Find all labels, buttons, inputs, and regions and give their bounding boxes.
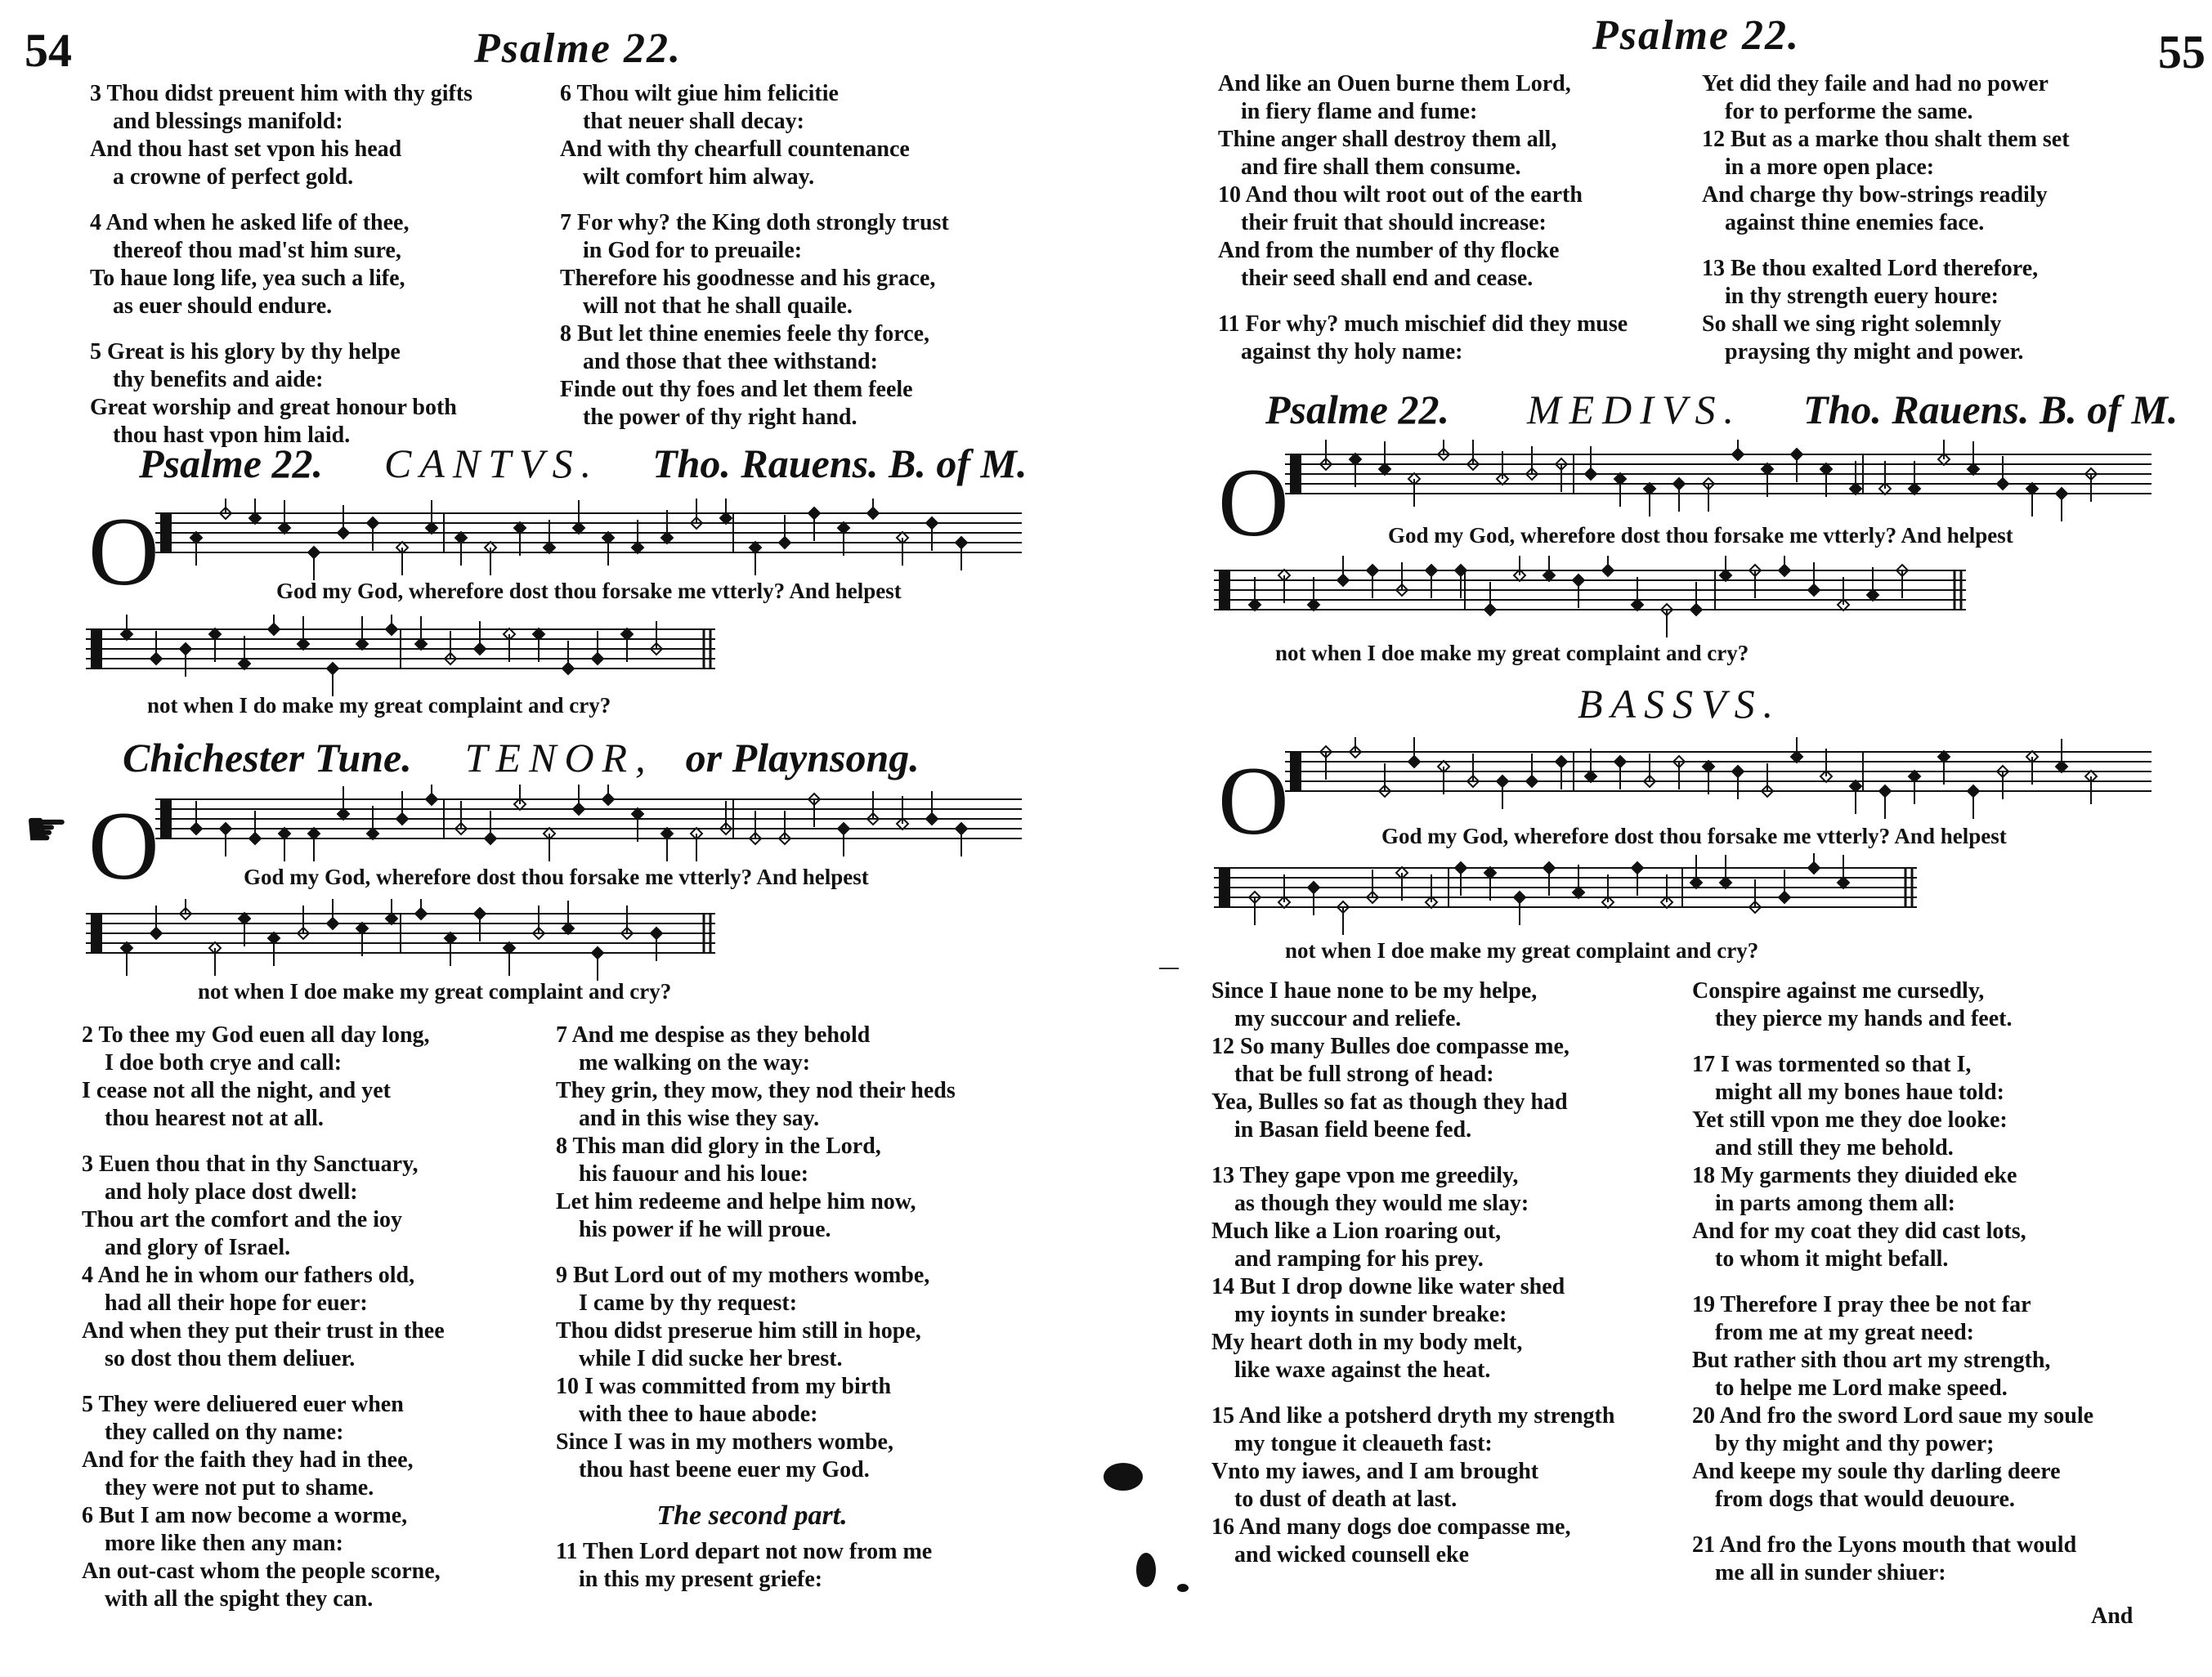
clef-mark (1290, 454, 1301, 494)
voice-label: BASSVS. (1578, 681, 1782, 727)
stanza (90, 209, 548, 320)
verse-line: Great worship and great honour both (90, 395, 457, 420)
verse-line: I came by thy request: (579, 1290, 798, 1316)
verse-line: to whom it might befall. (1715, 1246, 1949, 1272)
verse-line: my tongue it cleaueth fast: (1234, 1431, 1493, 1456)
bassus-staff-2 (1214, 853, 1917, 935)
text-column-right-top (560, 80, 1018, 449)
verse-line: so dost thou them deliuer. (105, 1346, 356, 1371)
medius-lyric-1: God my God, wherefore dost thou forsake me vtterly? And helpest (1388, 523, 2013, 548)
verse-line: 20 And fro the sword Lord saue my soule (1692, 1403, 2094, 1429)
verse-line: praysing thy might and power. (1725, 339, 2024, 364)
text-column-right-bottom (556, 1022, 1046, 1594)
verse-line: 15 And like a potsherd dryth my strength (1211, 1403, 1615, 1429)
verse-line: 13 They gape vpon me greedily, (1211, 1163, 1519, 1188)
verse-line: as though they would me slay: (1234, 1191, 1529, 1216)
cantus-lyric-1: God my God, wherefore dost thou forsake me vtterly? And helpest (276, 579, 902, 603)
verse-line: that neuer shall decay: (583, 109, 804, 134)
verse-line: more like then any man: (105, 1531, 343, 1556)
medius-staff-1 (1285, 440, 2152, 530)
stanza (556, 1022, 1046, 1244)
verse-line: for to performe the same. (1725, 99, 1973, 124)
catchword: And (2091, 1603, 2134, 1629)
verse-line: had all their hope for euer: (105, 1290, 368, 1316)
verse-line: Since I was in my mothers wombe, (556, 1429, 893, 1455)
verse-line: 21 And fro the Lyons mouth that would (1692, 1532, 2077, 1558)
stanza (560, 209, 1018, 432)
verse-line: with thee to haue abode: (579, 1402, 818, 1427)
verse-line: with all the spight they can. (105, 1586, 374, 1612)
verse-line: 4 And he in whom our fathers old, (82, 1263, 415, 1288)
clef-mark (160, 513, 172, 552)
verse-line: his fauour and his loue: (579, 1161, 809, 1187)
text-column-left-bottom (82, 1022, 556, 1631)
stanza (82, 1151, 556, 1373)
verse-line: my succour and reliefe. (1234, 1006, 1462, 1031)
composer-label: Tho. Rauens. B. of M. (1802, 387, 2178, 432)
clef-mark (91, 914, 102, 953)
verse-line: and still they me behold. (1715, 1135, 1954, 1160)
verse-line: To haue long life, yea such a life, (90, 266, 405, 291)
verse-line: in fiery flame and fume: (1241, 99, 1478, 124)
verse-line: And charge thy bow-strings readily (1702, 182, 2048, 208)
verse-line: 7 For why? the King doth strongly trust (560, 210, 949, 235)
verse-line: 19 Therefore I pray thee be not far (1692, 1292, 2031, 1317)
verse-line: in Basan field beene fed. (1234, 1117, 1472, 1143)
clef-mark (91, 629, 102, 669)
verse-line: 18 My garments they diuided eke (1692, 1163, 2017, 1188)
tenor-staff-2 (86, 899, 715, 981)
initial-letter: O (1218, 746, 1289, 855)
voice-label: MEDIVS. (1526, 387, 1742, 432)
verse-line: they called on thy name: (105, 1420, 344, 1445)
verse-line: Much like a Lion roaring out, (1211, 1219, 1502, 1244)
verse-line: thy benefits and aide: (113, 367, 324, 392)
verse-line: And keepe my soule thy darling deere (1692, 1459, 2061, 1484)
stanza (90, 80, 548, 191)
verse-line: 3 Thou didst preuent him with thy gifts (90, 81, 473, 106)
ink-blot (1177, 1584, 1189, 1592)
verse-line: 12 But as a marke thou shalt them set (1702, 127, 2070, 152)
verse-line: An out-cast whom the people scorne, (82, 1558, 441, 1584)
text-column-right-bottom (1692, 977, 2183, 1605)
verse-line: the power of thy right hand. (583, 405, 857, 430)
bassus-lyric-2: not when I doe make my great complaint and cry? (1285, 938, 1759, 963)
pointing-hand-icon: ☛ (25, 803, 69, 856)
ink-blot (1104, 1463, 1143, 1491)
verse-line: and in this wise they say. (579, 1106, 820, 1131)
verse-line: So shall we sing right solemnly (1702, 311, 2002, 337)
verse-line: Yea, Bulles so fat as though they had (1211, 1089, 1568, 1115)
stanza (1218, 70, 1692, 293)
verse-line: that be full strong of head: (1234, 1062, 1494, 1087)
cantus-staff-1 (155, 499, 1022, 588)
bassus-lyric-1: God my God, wherefore dost thou forsake me vtterly? And helpest (1381, 824, 2007, 848)
verse-line: in parts among them all: (1715, 1191, 1955, 1216)
verse-line: like waxe against the heat. (1234, 1357, 1491, 1383)
stanza (556, 1262, 1046, 1484)
verse-line: Conspire against me cursedly, (1692, 978, 1985, 1004)
verse-line: a crowne of perfect gold. (113, 164, 354, 190)
initial-letter: O (88, 791, 159, 900)
verse-line: and wicked counsell eke (1234, 1542, 1470, 1567)
text-column-left-bottom (1211, 977, 1686, 1587)
verse-line: Thou didst preserue him still in hope, (556, 1318, 921, 1344)
verse-line: in God for to preuaile: (583, 238, 803, 263)
verse-line: 11 Then Lord depart not now from me (556, 1539, 933, 1564)
verse-line: in thy strength euery houre: (1725, 284, 1999, 309)
verse-line: thou hast beene euer my God. (579, 1457, 870, 1482)
verse-line: And like an Ouen burne them Lord, (1218, 71, 1571, 96)
verse-line: and blessings manifold: (113, 109, 343, 134)
verse-line: and glory of Israel. (105, 1235, 291, 1260)
verse-line: in a more open place: (1725, 154, 1935, 180)
verse-line: Yet still vpon me they doe looke: (1692, 1107, 2008, 1133)
verse-line: thou hast vpon him laid. (113, 423, 351, 448)
stanza (82, 1022, 556, 1133)
page-number: 55 (2158, 25, 2205, 78)
stanza (1702, 70, 2192, 237)
tune-label: Chichester Tune. (123, 735, 412, 780)
page-number: 54 (25, 24, 72, 77)
clef-mark (1219, 868, 1230, 907)
verse-line: 6 Thou wilt giue him felicitie (560, 81, 839, 106)
verse-line: his power if he will proue. (579, 1217, 831, 1242)
clef-mark (1219, 570, 1230, 610)
verse-line: and ramping for his prey. (1234, 1246, 1484, 1272)
verse-line: will not that he shall quaile. (583, 293, 853, 319)
verse-line: Yet did they faile and had no power (1702, 71, 2049, 96)
verse-line: 5 They were deliuered euer when (82, 1392, 404, 1417)
stanza (90, 338, 548, 449)
text-column-right-top (1702, 70, 2192, 384)
stanza (1218, 311, 1692, 366)
verse-line: 9 But Lord out of my mothers wombe, (556, 1263, 930, 1288)
verse-line: And from the number of thy flocke (1218, 238, 1560, 263)
composer-label: Tho. Rauens. B. of M. (652, 440, 1028, 486)
running-head: Psalme 22. (474, 25, 682, 72)
initial-letter: O (88, 497, 159, 606)
verse-line: And for my coat they did cast lots, (1692, 1219, 2026, 1244)
stanza (1692, 977, 2183, 1033)
verse-line: 12 So many Bulles doe compasse me, (1211, 1034, 1569, 1059)
verse-line: while I did sucke her brest. (579, 1346, 843, 1371)
verse-line: Finde out thy foes and let them feele (560, 377, 913, 402)
verse-line: 16 And many dogs doe compasse me, (1211, 1514, 1571, 1540)
stanza (82, 1391, 556, 1613)
medius-staff-2 (1214, 556, 1966, 637)
voice-label: TENOR, (464, 735, 654, 780)
cantus-staff-2 (86, 615, 715, 696)
psalm-label: Psalme 22. (1265, 387, 1449, 432)
verse-line: And for the faith they had in thee, (82, 1447, 414, 1473)
verse-line: to dust of death at last. (1234, 1487, 1458, 1512)
verse-line: wilt comfort him alway. (583, 164, 815, 190)
verse-line: 8 This man did glory in the Lord, (556, 1134, 881, 1159)
text-column-left-top (90, 80, 548, 467)
verse-line: by thy might and thy power; (1715, 1431, 1995, 1456)
right-page (1193, 0, 2212, 1677)
verse-line: Let him redeeme and helpe him now, (556, 1189, 916, 1214)
tenor-lyric-2: not when I doe make my great complaint and cry? (198, 979, 672, 1004)
verse-line: thou hearest not at all. (105, 1106, 324, 1131)
verse-line: their seed shall end and cease. (1241, 266, 1534, 291)
stanza (1211, 977, 1686, 1144)
verse-line: against thine enemies face. (1725, 210, 1985, 235)
verse-line: I doe both crye and call: (105, 1050, 343, 1076)
verse-line: 7 And me despise as they behold (556, 1022, 871, 1048)
stanza (560, 80, 1018, 191)
verse-line: me walking on the way: (579, 1050, 811, 1076)
stanza (1692, 1051, 2183, 1273)
tenor-lyric-1: God my God, wherefore dost thou forsake me vtterly? And helpest (244, 865, 869, 889)
verse-line: might all my bones haue told: (1715, 1080, 2004, 1105)
text-column-left-top (1218, 70, 1692, 384)
verse-line: to helpe me Lord make speed. (1715, 1375, 2008, 1401)
medius-header (1265, 386, 2178, 433)
verse-line: 5 Great is his glory by thy helpe (90, 339, 401, 364)
verse-line: 11 For why? much mischief did they muse (1218, 311, 1628, 337)
verse-line: from dogs that would deuoure. (1715, 1487, 2015, 1512)
verse-line: And thou hast set vpon his head (90, 136, 402, 162)
tenor-staff-1 (155, 785, 1022, 874)
clef-mark (160, 799, 172, 838)
stanza (1692, 1532, 2183, 1587)
verse-line: as euer should endure. (113, 293, 333, 319)
verse-line: 10 I was committed from my birth (556, 1374, 892, 1399)
verse-line: But rather sith thou art my strength, (1692, 1348, 2051, 1373)
verse-line: from me at my great need: (1715, 1320, 1974, 1345)
cantus-header (139, 440, 1028, 487)
verse-line: 6 But I am now become a worme, (82, 1503, 408, 1528)
verse-line: And with thy chearfull countenance (560, 136, 910, 162)
verse-line: 10 And thou wilt root out of the earth (1218, 182, 1583, 208)
verse-line: And when they put their trust in thee (82, 1318, 445, 1344)
stanza (1702, 255, 2192, 366)
verse-line: me all in sunder shiuer: (1715, 1560, 1946, 1585)
verse-line: my ioynts in sunder breake: (1234, 1302, 1507, 1327)
cantus-lyric-2: not when I do make my great complaint and cry? (147, 693, 611, 718)
verse-line: they pierce my hands and feet. (1715, 1006, 2013, 1031)
left-page (0, 0, 1095, 1677)
medius-lyric-2: not when I doe make my great complaint and cry? (1275, 641, 1749, 665)
stanza (1211, 1162, 1686, 1384)
bassus-header (1578, 680, 1781, 727)
verse-line: Since I haue none to be my helpe, (1211, 978, 1538, 1004)
verse-line: 3 Euen thou that in thy Sanctuary, (82, 1152, 419, 1177)
verse-line: 4 And when he asked life of thee, (90, 210, 410, 235)
verse-line: Therefore his goodnesse and his grace, (560, 266, 936, 291)
verse-line: and those that thee withstand: (583, 349, 878, 374)
second-part-heading: The second part. (656, 1500, 848, 1531)
verse-line: against thy holy name: (1241, 339, 1463, 364)
verse-line: and holy place dost dwell: (105, 1179, 358, 1205)
verse-line: thereof thou mad'st him sure, (113, 238, 401, 263)
running-head: Psalme 22. (1592, 12, 1800, 59)
verse-line: My heart doth in my body melt, (1211, 1330, 1523, 1355)
verse-line: 8 But let thine enemies feele thy force, (560, 321, 930, 347)
verse-line: 17 I was tormented so that I, (1692, 1052, 1972, 1077)
clef-mark (1290, 752, 1301, 791)
initial-letter: O (1218, 448, 1289, 557)
voice-label: CANTVS. (383, 440, 600, 486)
voice-note: or Playnsong. (685, 735, 920, 780)
verse-line: They grin, they mow, they nod their heds (556, 1078, 956, 1103)
psalm-label: Psalme 22. (139, 440, 323, 486)
verse-line: Vnto my iawes, and I am brought (1211, 1459, 1539, 1484)
stanza (1692, 1291, 2183, 1514)
ink-blot (1136, 1553, 1156, 1587)
verse-line: they were not put to shame. (105, 1475, 374, 1500)
verse-line: Thou art the comfort and the ioy (82, 1207, 402, 1232)
verse-line: 13 Be thou exalted Lord therefore, (1702, 256, 2039, 281)
stanza (1211, 1402, 1686, 1569)
tenor-header (123, 734, 920, 781)
bassus-staff-1 (1285, 737, 2152, 827)
verse-line: I cease not all the night, and yet (82, 1078, 391, 1103)
verse-line: their fruit that should increase: (1241, 210, 1547, 235)
verse-line: 14 But I drop downe like water shed (1211, 1274, 1565, 1299)
margin-mark (1159, 968, 1179, 969)
verse-line: in this my present griefe: (579, 1567, 823, 1592)
verse-line: Thine anger shall destroy them all, (1218, 127, 1557, 152)
verse-line: and fire shall them consume. (1241, 154, 1521, 180)
verse-line: 2 To thee my God euen all day long, (82, 1022, 430, 1048)
